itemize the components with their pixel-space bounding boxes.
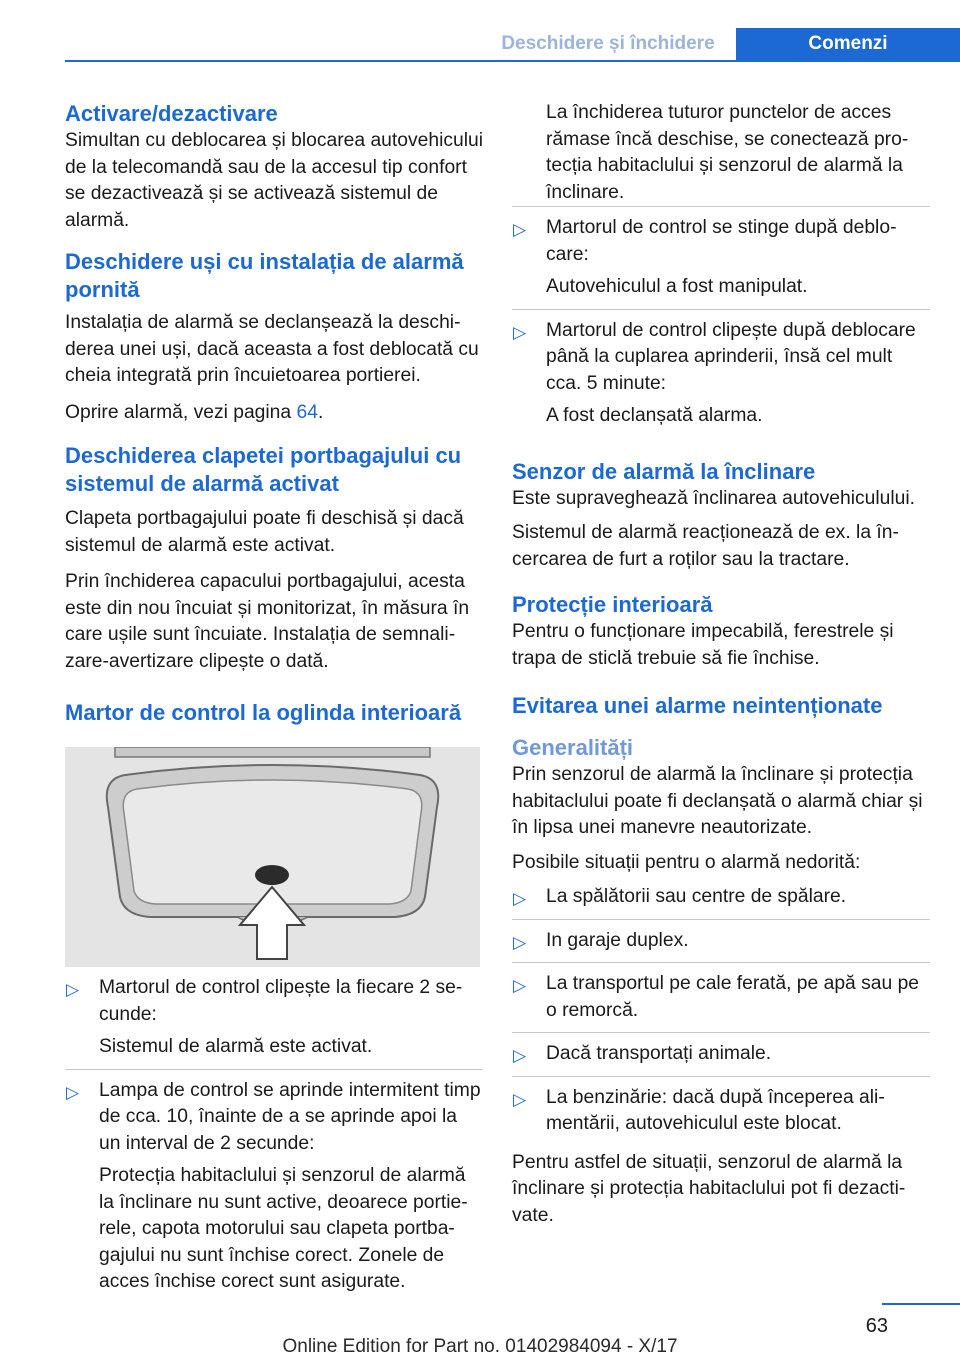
heading-clapeta: Deschiderea clapetei portbagajului cu sistemul de alarmă activat bbox=[65, 443, 462, 496]
list-item: ▷ Martorul de control se stinge după deblocare: Autovehiculul a fost manipulat. bbox=[512, 206, 930, 309]
heading-martor: Martor de control la oglinda interioară bbox=[65, 700, 462, 725]
text-generalitati-2: Posibile situații pentru o alarmă nedorită: bbox=[512, 851, 861, 873]
triangle-bullet-icon: ▷ bbox=[513, 220, 527, 239]
heading-generalitati: Generalități bbox=[512, 735, 634, 760]
triangle-bullet-icon: ▷ bbox=[513, 1046, 527, 1065]
triangle-bullet-icon: ▷ bbox=[66, 980, 80, 999]
mirror-figure bbox=[65, 747, 480, 967]
list-item: ▷ Dacă transportați animale. bbox=[512, 1032, 930, 1076]
triangle-bullet-icon: ▷ bbox=[66, 1082, 80, 1102]
text-senzor-1: Este supraveghează înclinarea autovehiculului. bbox=[512, 487, 916, 509]
header-chapter-tab: Comenzi bbox=[736, 28, 960, 62]
text-clapeta-1: Clapeta portbagajului poate fi deschisă și dacă sistemul de alarmă este activat. bbox=[65, 508, 464, 556]
text-clapeta-2: Prin închiderea capacului portbagajului, acesta este din nou încuiat și monitorizat, în măsura în care ușile sunt încuiate. Instalația de semnalizare-avertizare clipește o dată. bbox=[65, 571, 470, 672]
continued-text-block bbox=[512, 100, 930, 206]
triangle-bullet-icon: ▷ bbox=[513, 889, 527, 908]
right-column bbox=[512, 100, 930, 1229]
list-item: ▷ La spălătorii sau centre de spălare. bbox=[512, 876, 930, 919]
list-item: ▷ Lampa de control se aprinde intermitent timp de cca. 10, înainte de a se aprinde apoi la un interval de 2 secunde: Protecția habitaclului și senzorul de alarmă la înclinare nu sunt active, deoarece portierele, capota motorului sau clapeta portbagajului nu sunt închise corect. Zonele de acces închise corect sunt asigurate. bbox=[65, 1069, 483, 1304]
text-final: Pentru astfel de situații, senzorul de alarmă la înclinare și protecția habitaclului pot fi dezactivate. bbox=[512, 1151, 906, 1226]
page-link-64[interactable]: 64 bbox=[296, 401, 318, 423]
footer-edition: Online Edition for Part no. 01402984094 - X/17 bbox=[282, 1336, 678, 1357]
triangle-bullet-icon: ▷ bbox=[513, 322, 527, 342]
list-item: ▷ In garaje duplex. bbox=[512, 919, 930, 963]
heading-protectie: Protecție interioară bbox=[512, 592, 713, 617]
text-oprire-alarma: Oprire alarmă, vezi pagina 64. bbox=[65, 401, 324, 423]
left-column bbox=[65, 100, 483, 1304]
triangle-bullet-icon: ▷ bbox=[513, 976, 527, 995]
situations-list bbox=[512, 876, 930, 1146]
list-item: ▷ Martorul de control clipește la fiecare 2 secunde: Sistemul de alarmă este activat. bbox=[66, 977, 463, 1057]
heading-senzor: Senzor de alarmă la înclinare bbox=[512, 458, 816, 484]
unlock-lamp-list bbox=[512, 206, 930, 438]
heading-deschidere-usi: Deschidere uși cu instalația de alarmă pornită bbox=[65, 249, 464, 302]
footer-rule bbox=[882, 1303, 960, 1305]
heading-evitarea: Evitarea unei alarme neintenționate bbox=[512, 693, 883, 718]
text-deschidere-usi: Instalația de alarmă se declanșează la deschiderea unei uși, dacă aceasta a fost deblocată cu cheia integrată prin încuietoarea portierei. bbox=[65, 312, 479, 386]
rearview-mirror-illustration bbox=[65, 747, 480, 967]
page-number: 63 bbox=[865, 1315, 888, 1337]
list-item: ▷ La transportul pe cale ferată, pe apă sau pe o remorcă. bbox=[512, 962, 930, 1032]
list-item: ▷ La benzinărie: dacă după începerea alimentării, autovehiculul este blocat. bbox=[512, 1076, 930, 1146]
text-generalitati-1: Prin senzorul de alarmă la înclinare și protecția habitaclului poate fi declanșată o alarmă chiar și în lipsa unei manevre neautorizate. bbox=[512, 764, 923, 838]
mirror-lamp-list bbox=[65, 967, 483, 1304]
heading-activare: Activare/dezactivare bbox=[65, 101, 278, 126]
text-protectie: Pentru o funcționare impecabilă, ferestrele și trapa de sticlă trebuie să fie închise. bbox=[512, 621, 894, 669]
triangle-bullet-icon: ▷ bbox=[513, 1089, 527, 1109]
list-item: ▷ Martorul de control clipește după deblocare până la cuplarea aprinderii, însă cel mult cca. 5 minute: A fost declanșată alarma. bbox=[512, 309, 930, 438]
text-senzor-2: Sistemul de alarmă reacționează de ex. la încercarea de furt a roților sau la tractare. bbox=[512, 522, 899, 570]
indicator-lamp-icon bbox=[255, 865, 289, 885]
text-continuare: La închiderea tuturor punctelor de acces rămase încă deschise, se conectează protecția habitaclului și senzorul de alarmă la înclinare. bbox=[546, 102, 909, 203]
header-section-title: Deschidere și închidere bbox=[501, 33, 715, 54]
triangle-bullet-icon: ▷ bbox=[513, 932, 527, 952]
text-activare: Simultan cu deblocarea și blocarea autovehicului de la telecomandă sau de la accesul tip confort se dezactivează și se activează sistemul de alarmă. bbox=[65, 130, 484, 231]
